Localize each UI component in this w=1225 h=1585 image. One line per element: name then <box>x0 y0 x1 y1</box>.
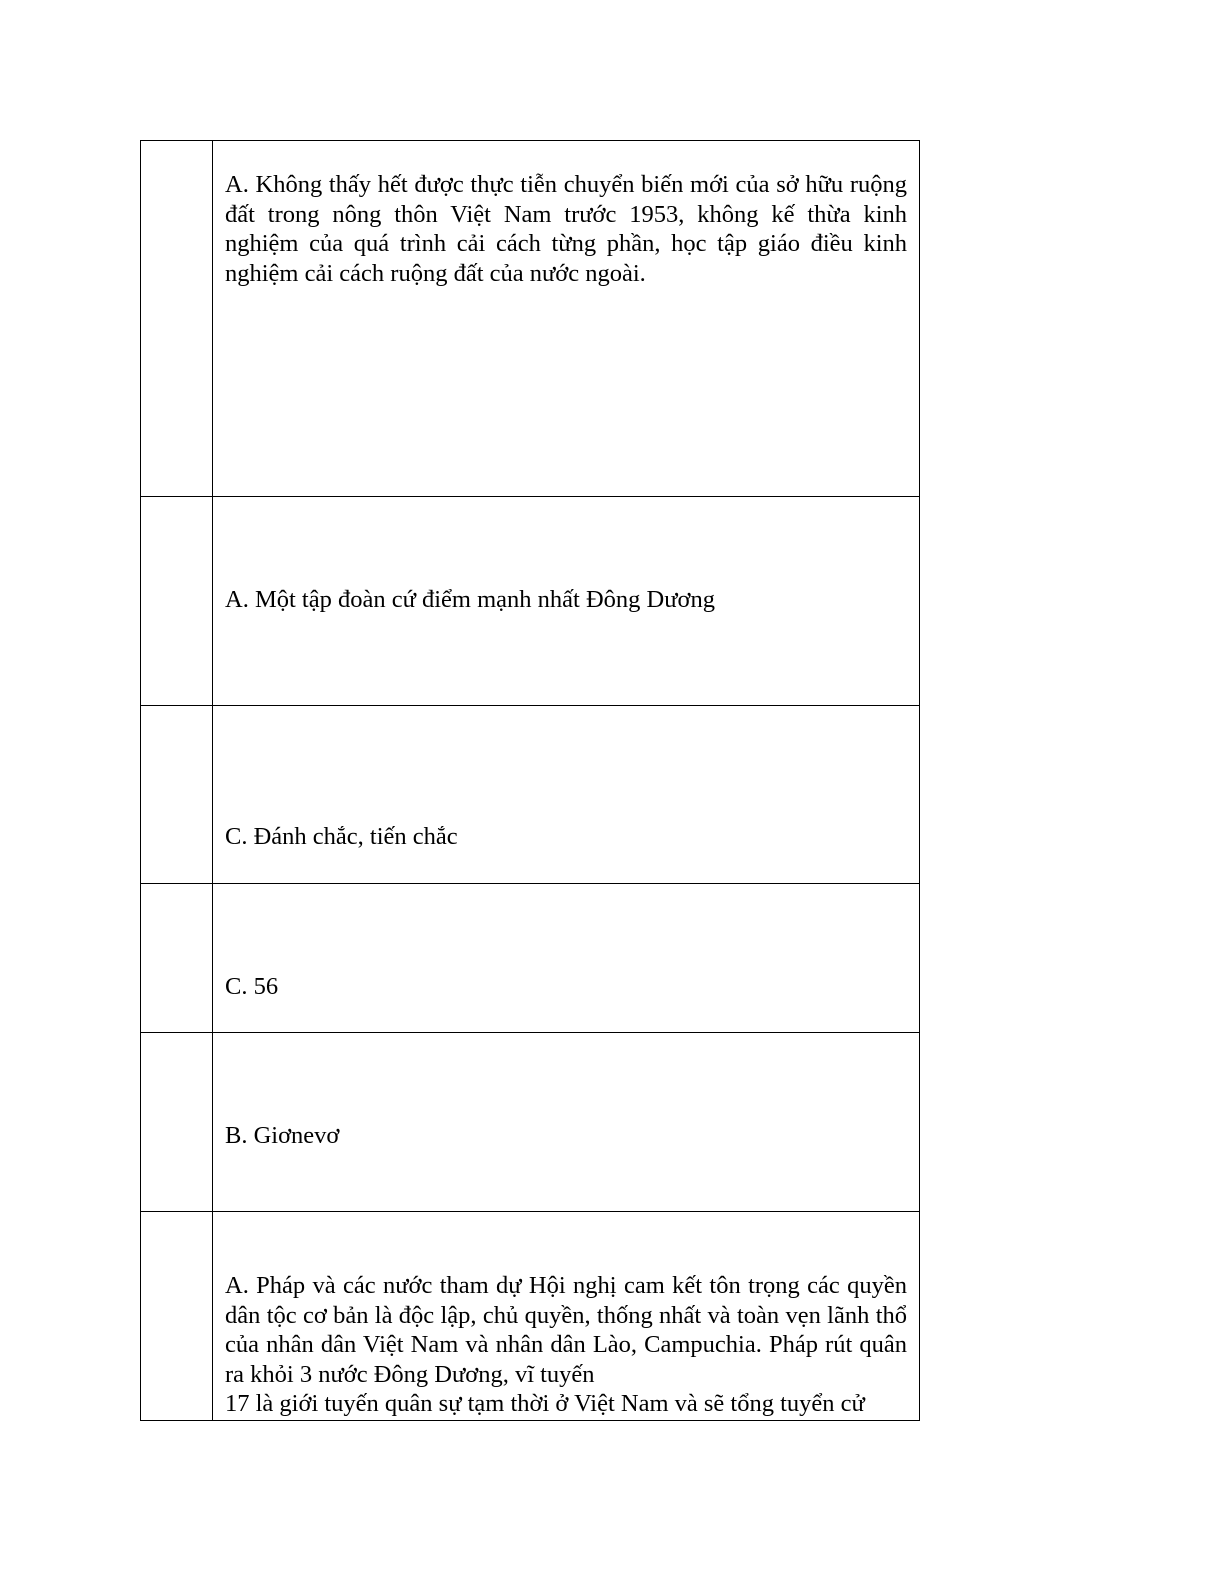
answer-cell <box>225 170 907 288</box>
answer-cell <box>225 972 907 1002</box>
answer-table <box>140 140 920 1421</box>
question-number-cell <box>141 884 213 1032</box>
answer-cell <box>225 1121 907 1151</box>
answer-text: A. Không thấy hết được thực tiễn chuyển biến mới của sở hữu ruộng đất trong nông thôn Việt Nam trước 1953, không kế thừa kinh nghiệm của quá trình cải cách từng phần, học tập giáo điều kinh nghiệm cải cách ruộng đất của nước ngoài. <box>225 171 907 287</box>
answer-text: A. Một tập đoàn cứ điểm mạnh nhất Đông Dương <box>225 586 715 613</box>
question-number-cell <box>141 141 213 496</box>
answer-cell <box>225 585 907 615</box>
question-number-cell <box>141 1212 213 1421</box>
table-row <box>141 1033 919 1212</box>
question-number-cell <box>141 706 213 883</box>
table-row <box>141 1212 919 1421</box>
answer-cell <box>225 822 907 852</box>
answer-text: C. Đánh chắc, tiến chắc <box>225 823 458 850</box>
question-number-cell <box>141 497 213 705</box>
table-row <box>141 497 919 706</box>
answer-text: A. Pháp và các nước tham dự Hội nghị cam kết tôn trọng các quyền dân tộc cơ bản là độc lập, chủ quyền, thống nhất và toàn vẹn lãnh thổ của nhân dân Việt Nam và nhân dân Lào, Campuchia. Pháp rút quân ra khỏi 3 nước Đông Dương, vĩ tuyến <box>225 1272 907 1388</box>
table-row <box>141 706 919 884</box>
answer-text-continued: 17 là giới tuyến quân sự tạm thời ở Việt Nam và sẽ tổng tuyển cử <box>225 1390 865 1417</box>
answer-text: C. 56 <box>225 973 279 1000</box>
question-number-cell <box>141 1033 213 1211</box>
table-row <box>141 141 919 497</box>
answer-cell <box>225 1271 907 1419</box>
answer-text: B. Giơnevơ <box>225 1122 340 1149</box>
table-row <box>141 884 919 1033</box>
